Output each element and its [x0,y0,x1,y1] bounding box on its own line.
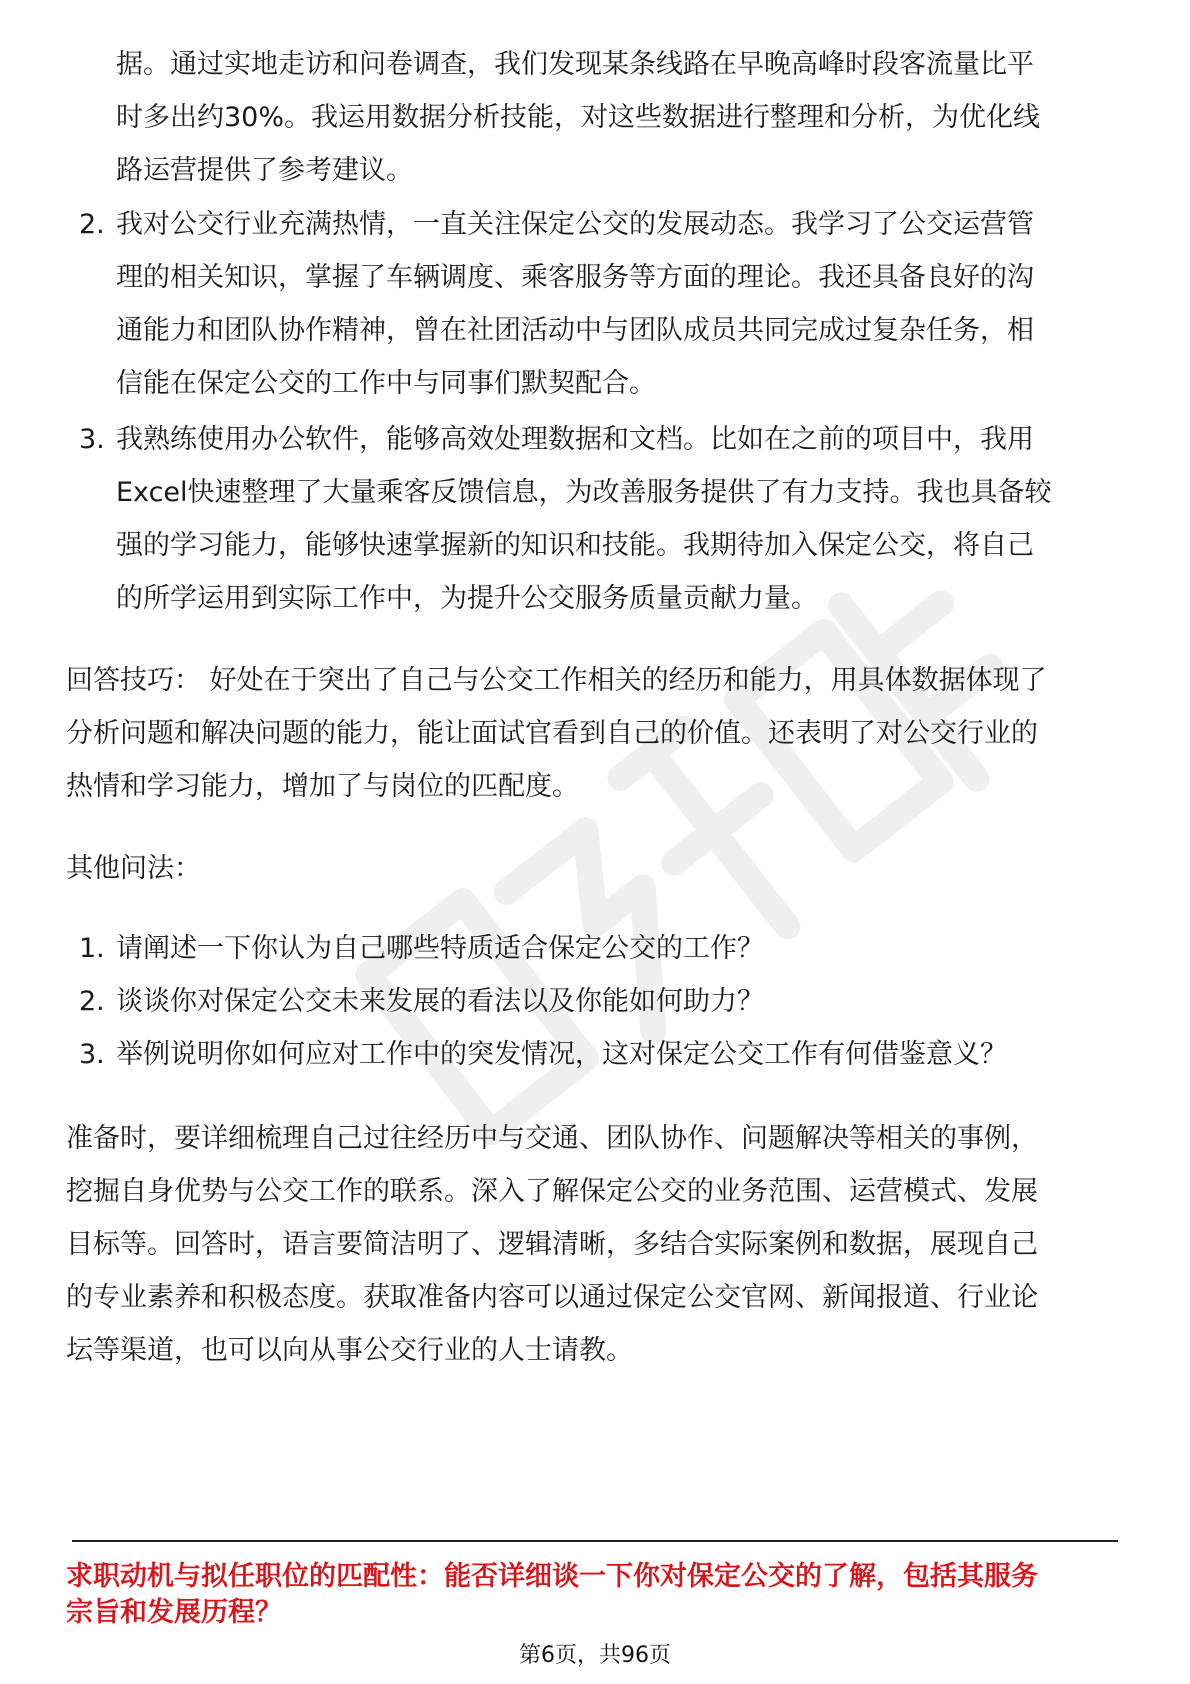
prep-line-3: 目标等。回答时，语言要简洁明了、逻辑清晰，多结合实际案例和数据，展现自己 [66,1229,1038,1260]
item2-line-2: 理的相关知识，掌握了车辆调度、乘客服务等方面的理论。我还具备良好的沟 [116,262,1034,293]
prep-line-1: 准备时，要详细梳理自己过往经历中与交通、团队协作、问题解决等相关的事例， [66,1123,1038,1154]
next-question-line-1: 求职动机与拟任职位的匹配性：能否详细谈一下你对保定公交的了解，包括其服务 [66,1561,1038,1592]
other-question-2: 谈谈你对保定公交未来发展的看法以及你能如何助力？ [116,986,764,1017]
other-questions-heading: 其他问法： [66,853,201,884]
tips-line-1: 回答技巧： 好处在于突出了自己与公交工作相关的经历和能力，用具体数据体现了 [66,665,1047,696]
item3-line-3: 强的学习能力，能够快速掌握新的知识和技能。我期待加入保定公交，将自己 [116,530,1034,561]
item2-line-3: 通能力和团队协作精神，曾在社团活动中与团队成员共同完成过复杂任务，相 [116,315,1034,346]
prep-line-5: 坛等渠道，也可以向从事公交行业的人士请教。 [66,1335,633,1366]
item3-line-4: 的所学运用到实际工作中，为提升公交服务质量贡献力量。 [116,583,818,614]
next-question-line-2: 宗旨和发展历程？ [66,1597,282,1628]
item1-line-3: 路运营提供了参考建议。 [116,155,413,186]
item3-number: 3. [79,424,105,455]
other-question-1: 请阐述一下你认为自己哪些特质适合保定公交的工作？ [116,933,764,964]
item3-line-1: 我熟练使用办公软件，能够高效处理数据和文档。比如在之前的项目中，我用 [116,424,1034,455]
item1-line-1: 据。通过实地走访和问卷调查，我们发现某条线路在早晚高峰时段客流量比平 [116,49,1034,80]
page-footer: 第6页，共96页 [519,1643,671,1668]
item1-line-2: 时多出约30%。我运用数据分析技能，对这些数据进行整理和分析，为优化线 [116,102,1041,133]
other-question-2-number: 2. [79,986,105,1017]
tips-line-3: 热情和学习能力，增加了与岗位的匹配度。 [66,771,579,802]
watermark-icon [330,540,1090,1180]
item2-line-1: 我对公交行业充满热情，一直关注保定公交的发展动态。我学习了公交运营管 [116,209,1034,240]
prep-line-4: 的专业素养和积极态度。获取准备内容可以通过保定公交官网、新闻报道、行业论 [66,1282,1038,1313]
tips-line-2: 分析问题和解决问题的能力，能让面试官看到自己的价值。还表明了对公交行业的 [66,718,1038,749]
prep-line-2: 挖掘自身优势与公交工作的联系。深入了解保定公交的业务范围、运营模式、发展 [66,1176,1038,1207]
item2-line-4: 信能在保定公交的工作中与同事们默契配合。 [116,368,656,399]
other-question-3: 举例说明你如何应对工作中的突发情况，这对保定公交工作有何借鉴意义？ [116,1039,1007,1070]
item3-line-2: Excel快速整理了大量乘客反馈信息，为改善服务提供了有力支持。我也具备较 [116,477,1052,508]
other-question-3-number: 3. [79,1039,105,1070]
item2-number: 2. [79,209,105,240]
section-divider [72,1540,1118,1542]
other-question-1-number: 1. [79,933,105,964]
